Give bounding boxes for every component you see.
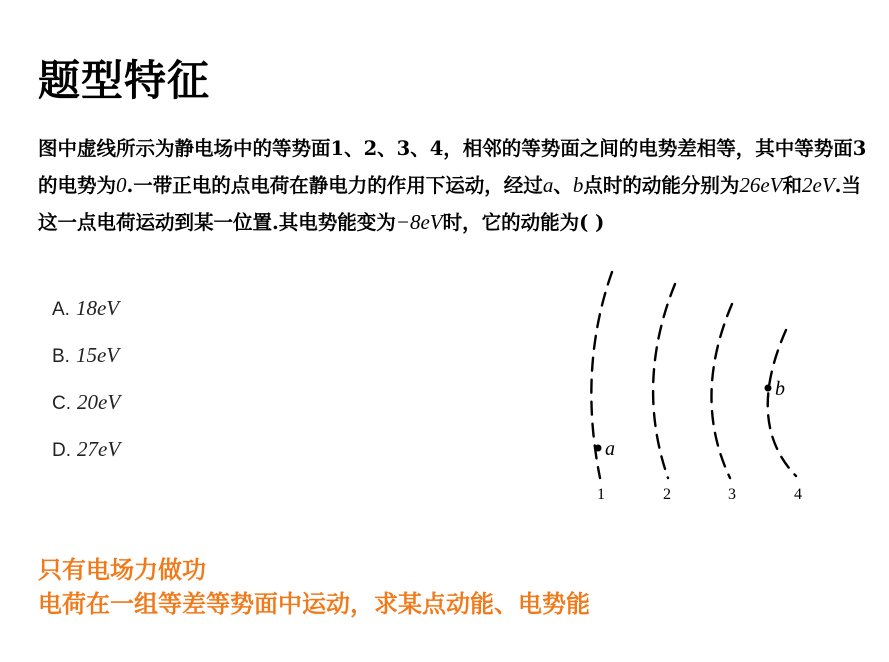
point-b-label: b: [775, 378, 785, 400]
surface-label-3: 3: [728, 486, 736, 503]
summary-line-2: 电荷在一组等差等势面中运动，求某点动能、电势能: [38, 590, 590, 618]
summary-note: [38, 553, 590, 621]
slide-title: 题型特征: [38, 56, 211, 105]
surface-label-1: 1: [597, 486, 605, 503]
answer-options: [52, 296, 120, 484]
math-neg8ev: −8eV: [395, 210, 443, 234]
option-d[interactable]: D. 27eV: [52, 437, 121, 461]
option-b[interactable]: B. 15eV: [52, 343, 120, 367]
math-2ev: 2eV: [802, 173, 835, 197]
math-26ev: 26eV: [739, 173, 783, 197]
equipotential-diagram: [560, 268, 820, 508]
surface-label-4: 4: [794, 486, 802, 503]
option-a[interactable]: A. 18eV: [52, 296, 120, 320]
point-a-label: a: [605, 438, 615, 460]
equipotential-line-3: [711, 304, 732, 478]
point-a-marker: [595, 445, 602, 452]
question-text: 图中虚线所示为静电场中的等势面1、2、3、4，相邻的等势面之间的电势差相等，其中等势面3的电势为0.一带正电的点电荷在静电力的作用下运动，经过a、b点时的动能分别为26eV和2eV.当这一点电荷运动到某一位置.其电势能变为−8eV时，它的动能为( ): [38, 137, 867, 234]
math-zero: 0: [116, 173, 127, 197]
point-b-marker: [765, 385, 772, 392]
math-b: b: [572, 173, 584, 197]
equipotential-line-4: [768, 330, 796, 476]
math-a: a: [542, 173, 554, 197]
surface-label-2: 2: [663, 486, 671, 503]
equipotential-line-2: [653, 284, 675, 478]
option-c[interactable]: C. 20eV: [52, 390, 121, 414]
summary-line-1: 只有电场力做功: [38, 556, 206, 584]
